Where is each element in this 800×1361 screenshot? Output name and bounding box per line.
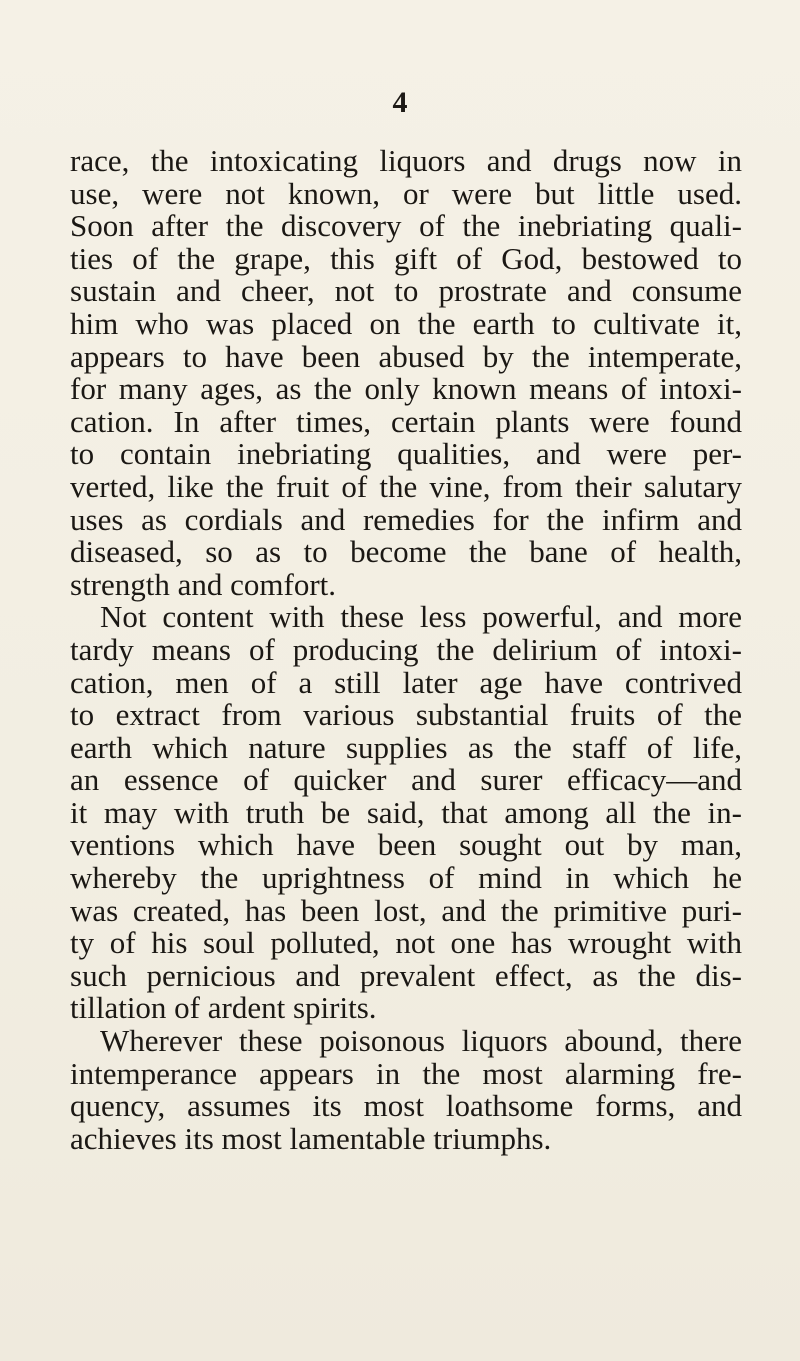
text-line: it may with truth be said, that among all the in-	[70, 794, 742, 830]
text-line: ty of his soul polluted, not one has wrought with	[70, 925, 742, 961]
text-line: tardy means of producing the delirium of intoxi-	[70, 631, 742, 667]
text-line: tillation of ardent spirits.	[70, 990, 377, 1026]
text-line: cation. In after times, certain plants were found	[70, 403, 742, 439]
text-line: appears to have been abused by the intemperate,	[70, 338, 742, 374]
text-line: for many ages, as the only known means of intoxi-	[70, 371, 742, 407]
text-line: was created, has been lost, and the primitive puri-	[70, 892, 742, 928]
text-line: him who was placed on the earth to cultivate it,	[70, 305, 742, 341]
text-line: achieves its most lamentable triumphs.	[70, 1120, 552, 1156]
text-line: Wherever these poisonous liquors abound, there	[100, 1023, 742, 1059]
text-line: ventions which have been sought out by man,	[70, 827, 742, 863]
text-line: race, the intoxicating liquors and drugs now in	[70, 143, 742, 178]
text-line: to extract from various substantial fruits of the	[70, 697, 742, 733]
text-line: Soon after the discovery of the inebriating quali-	[70, 208, 742, 244]
page-number: 4	[392, 86, 408, 119]
text-line: sustain and cheer, not to prostrate and consume	[70, 273, 742, 309]
paragraph-3	[70, 1025, 742, 1155]
text-line: cation, men of a still later age have contrived	[70, 664, 742, 700]
text-line: ties of the grape, this gift of God, bestowed to	[70, 240, 742, 276]
text-line: diseased, so as to become the bane of health,	[70, 534, 742, 570]
text-line: quency, assumes its most loathsome forms, and	[70, 1088, 742, 1124]
text-line: strength and comfort.	[70, 566, 337, 602]
text-line: use, were not known, or were but little used.	[70, 175, 742, 211]
text-line: verted, like the fruit of the vine, from their salutary	[70, 468, 742, 504]
text-line: Not content with these less powerful, and more	[100, 599, 742, 635]
text-line: an essence of quicker and surer efficacy—and	[70, 762, 742, 798]
paragraph-1	[70, 145, 742, 601]
text-line: earth which nature supplies as the staff of life,	[70, 729, 742, 765]
text-line: such pernicious and prevalent effect, as the dis-	[70, 957, 742, 993]
paragraph-2	[70, 601, 742, 1025]
text-line: uses as cordials and remedies for the infirm and	[70, 501, 742, 537]
text-line: whereby the uprightness of mind in which he	[70, 860, 742, 896]
text-line: to contain inebriating qualities, and were per-	[70, 436, 742, 472]
text-line: intemperance appears in the most alarming fre-	[70, 1055, 742, 1091]
body-text	[70, 145, 742, 1155]
